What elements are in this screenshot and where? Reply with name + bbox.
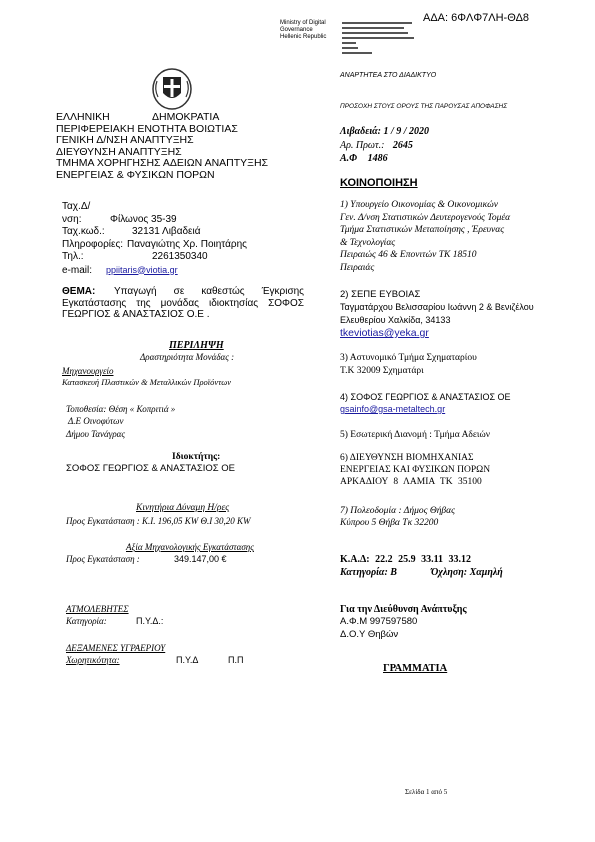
contacts-block (62, 201, 247, 277)
stamps-title: ΓΡΑΜΜΑΤΙΑ (383, 663, 448, 674)
dist-4-line: 4) ΣΟΦΟΣ ΓΕΩΡΓΙΟΣ & ΑΝΑΣΤΑΣΙΟΣ ΟΕ (340, 392, 511, 402)
dist-1-line-4: & Τεχνολογίας (340, 237, 396, 248)
ref-protocol (340, 139, 429, 153)
contact-label-email: e-mail: (62, 264, 93, 276)
posted-note: ΑΝΑΡΤΗΤΕΑ ΣΤΟ ΔΙΑΔΙΚΤΥΟ (340, 72, 437, 79)
distribution-item-2 (340, 288, 534, 340)
summary-tanks-value-2: Π.Π (228, 655, 244, 665)
page-number: Σελίδα 1 από 5 (405, 788, 448, 796)
summary-tanks-title: ΔΕΞΑΜΕΝΕΣ ΥΓΡΑΕΡΙΟΥ (66, 643, 166, 653)
summary-location-line-1: Τοποθεσία: Θέση « Κοπριτιά » (66, 404, 176, 414)
authority-line-6: ΕΝΕΡΓΕΙΑΣ & ΦΥΣΙΚΩΝ ΠΟΡΩΝ (56, 168, 215, 181)
ministry-line-3: Hellenic Republic (280, 34, 327, 40)
coat-of-arms-emblem (151, 67, 193, 111)
summary-location-line-2: Δ.Ε Οινοφύτων (68, 416, 124, 426)
summary-activity-desc: Κατασκευή Πλαστικών & Μεταλλικών Προϊόντων (62, 377, 232, 387)
classification-kad: Κ.Α.Δ: 22.2 25.9 33.11 33.12 (340, 554, 472, 565)
contact-value-address: Φίλωνος 35-39 (110, 213, 177, 225)
summary-title: ΠΕΡΙΛΗΨΗ (169, 340, 224, 351)
ministry-line-1: Ministry of Digital (280, 20, 326, 26)
dist-4-email-link[interactable]: gsainfo@gsa-metaltech.gr (340, 404, 446, 414)
distribution-item-3 (340, 352, 477, 377)
summary-emissions-value: Π.Υ.Δ.: (136, 616, 164, 626)
invoicing-afm: Α.Φ.Μ 997597580 (340, 616, 418, 627)
authority-line-2: ΠΕΡΙΦΕΡΕΙΑΚΗ ΕΝΟΤΗΤΑ ΒΟΙΩΤΙΑΣ (56, 122, 238, 135)
dist-7-line-1: 7) Πολεοδομία : Δήμος Θήβας (340, 506, 455, 516)
subject-block (62, 286, 304, 321)
contact-value-info: Παναγιώτης Χρ. Ποιητάρης (127, 238, 247, 250)
ref-af-label: Α.Φ (340, 153, 358, 164)
contact-row-info (62, 239, 247, 252)
invoicing-title: Για την Διεύθυνση Ανάπτυξης (340, 604, 467, 615)
subject-line-2: Εγκατάστασης της μονάδας ιδιοκτησίας ΣΟΦΟΣ (62, 297, 304, 309)
ref-protocol-value: 2645 (392, 139, 413, 151)
authority-line-1-text: ΕΛΛΗΝΙΚΗ ΔΗΜΟΚΡΑΤΙΑ (56, 111, 220, 123)
dist-2-line-2: Ταγματάρχου Βελισσαρίου Ιωάννη 2 & Βενιζέλου (340, 302, 534, 312)
dist-6-line-1: 6) ΔΙΕΥΘΥΝΣΗ ΒΙΟΜΗΧΑΝΙΑΣ (340, 453, 474, 463)
dist-2-email-link[interactable]: tkeviotias@yeka.gr (340, 327, 429, 339)
dist-6-line-2: ΕΝΕΡΓΕΙΑΣ ΚΑΙ ΦΥΣΙΚΩΝ ΠΟΡΩΝ (340, 465, 491, 475)
distribution-item-6 (340, 452, 490, 488)
digital-signature-block (342, 20, 417, 56)
summary-value-label: Προς Εγκατάσταση : (66, 554, 140, 564)
distribution-item-1 (340, 199, 510, 274)
subject-line-1-text: Υπαγωγή σε καθεστώς Έγκρισης (114, 286, 304, 297)
dist-1-line-6: Πειραιάς (340, 262, 375, 273)
summary-value-amount: 349.147,00 € (174, 554, 227, 564)
summary-tanks-value-1: Π.Υ.Δ (176, 655, 199, 665)
summary-activity-type: Μηχανουργείο (62, 366, 114, 376)
ada-code: ΑΔΑ: 6ΦΛΦ7ΛΗ-ΘΔ8 (423, 12, 530, 24)
authority-line-3: ΓΕΝΙΚΗ Δ/ΝΣΗ ΑΝΑΠΤΥΞΗΣ (56, 134, 194, 146)
summary-power-title: Κινητήρια Δύναμη Η/ρες (136, 503, 230, 513)
contact-row-postcode (62, 226, 247, 239)
dist-6-line-3: ΑΡΚΑΔΙΟΥ 8 ΛΑΜΙΑ ΤΚ 35100 (340, 477, 482, 487)
summary-power-line: Προς Εγκατάσταση : Κ.Ι. 196,05 KW Θ.Ι 30,20 KW (66, 516, 251, 526)
contact-row-email (62, 264, 247, 278)
summary-value-title: Αξία Μηχανολογικής Εγκατάστασης (126, 542, 254, 552)
dist-2-line-1: 2) ΣΕΠΕ ΕΥΒΟΙΑΣ (340, 289, 421, 300)
summary-emissions-category: Κατηγορία: (66, 616, 107, 626)
subject-line-1 (62, 286, 304, 298)
summary-activity-label: Δραστηριότητα Μονάδας : (140, 352, 235, 362)
terms-note: ΠΡΟΣΟΧΗ ΣΤΟΥΣ ΟΡΟΥΣ ΤΗΣ ΠΑΡΟΥΣΑΣ ΑΠΟΦΑΣΗΣ (340, 103, 508, 110)
dist-1-line-1: 1) Υπουργείο Οικονομίας & Οικονομικών (340, 200, 499, 210)
reference-block (340, 125, 429, 166)
contact-email-link[interactable]: ppiitaris@viotia.gr (106, 264, 178, 275)
dist-3-line-2: Τ.Κ 32009 Σχηματάρι (340, 365, 424, 376)
subject-label: ΘΕΜΑ: (62, 286, 96, 297)
summary-tanks-label: Χωρητικότητα: (66, 655, 120, 665)
contact-value-phone: 2261350340 (152, 251, 208, 262)
ref-af-value: 1486 (367, 153, 388, 164)
classification-category: Κατηγορία: Β (340, 567, 397, 578)
ref-af (340, 152, 429, 166)
dist-1-line-5: Πειραιώς 46 & Επονιτών ΤΚ 18510 (340, 250, 477, 260)
dist-3-line-1: 3) Αστυνομικό Τμήμα Σχηματαρίου (340, 353, 477, 363)
dist-1-line-3: Τμήμα Στατιστικών Μεταποίησης , Έρευνας (340, 225, 505, 235)
dist-1-line-2: Γεν. Δ/νση Στατιστικών Δευτερογενούς Τομέα (340, 212, 511, 223)
summary-owner-label: Ιδιοκτήτης: (172, 452, 221, 462)
dist-2-line-3: Ελευθερίου Χαλκίδα, 34133 (340, 315, 451, 325)
subject-line-3: ΓΕΩΡΓΙΟΣ & ΑΝΑΣΤΑΣΙΟΣ Ο.Ε . (62, 309, 210, 320)
contact-label-phone: Τηλ.: (62, 251, 84, 262)
ref-date: Λιβαδειά: 1 / 9 / 2020 (340, 126, 430, 137)
invoicing-doy: Δ.Ο.Υ Θηβών (340, 629, 399, 640)
distribution-item-7 (340, 505, 455, 529)
ministry-line-2: Governance (280, 27, 313, 33)
summary-emissions-title: ΑΤΜΟΛΕΒΗΤΕΣ (66, 604, 129, 614)
classification-nuisance: Όχληση: Χαμηλή (431, 567, 503, 578)
authority-block (56, 112, 296, 181)
summary-owner-name: ΣΟΦΟΣ ΓΕΩΡΓΙΟΣ & ΑΝΑΣΤΑΣΙΟΣ ΟΕ (66, 463, 235, 474)
contact-value-postcode: 32131 Λιβαδειά (132, 226, 201, 237)
authority-line-1 (56, 112, 256, 124)
ref-protocol-label: Αρ. Πρωτ.: (340, 139, 385, 151)
authority-line-4: ΔΙΕΥΘΥΝΣΗ ΑΝΑΠΤΥΞΗΣ (56, 145, 182, 158)
summary-location-line-3: Δήμου Τανάγρας (66, 429, 126, 439)
dist-7-line-2: Κύπρου 5 Θήβα Τκ 32200 (340, 518, 439, 528)
distribution-item-5: 5) Εσωτερική Διανομή : Τμήμα Αδειών (340, 430, 491, 440)
contact-row-phone (62, 251, 247, 264)
contact-label-address: Ταχ.Δ/νση: (62, 201, 91, 225)
contact-label-postcode: Ταχ.κωδ.: (62, 226, 105, 237)
contact-label-info: Πληροφορίες: (62, 238, 124, 250)
contact-row-address (62, 201, 247, 226)
authority-line-5: ΤΜΗΜΑ ΧΟΡΗΓΗΣΗΣ ΑΔΕΙΩΝ ΑΝΑΠΤΥΞΗΣ (56, 157, 269, 169)
distribution-item-4 (340, 391, 511, 415)
distribution-title: ΚΟΙΝΟΠΟΙΗΣΗ (340, 177, 418, 189)
